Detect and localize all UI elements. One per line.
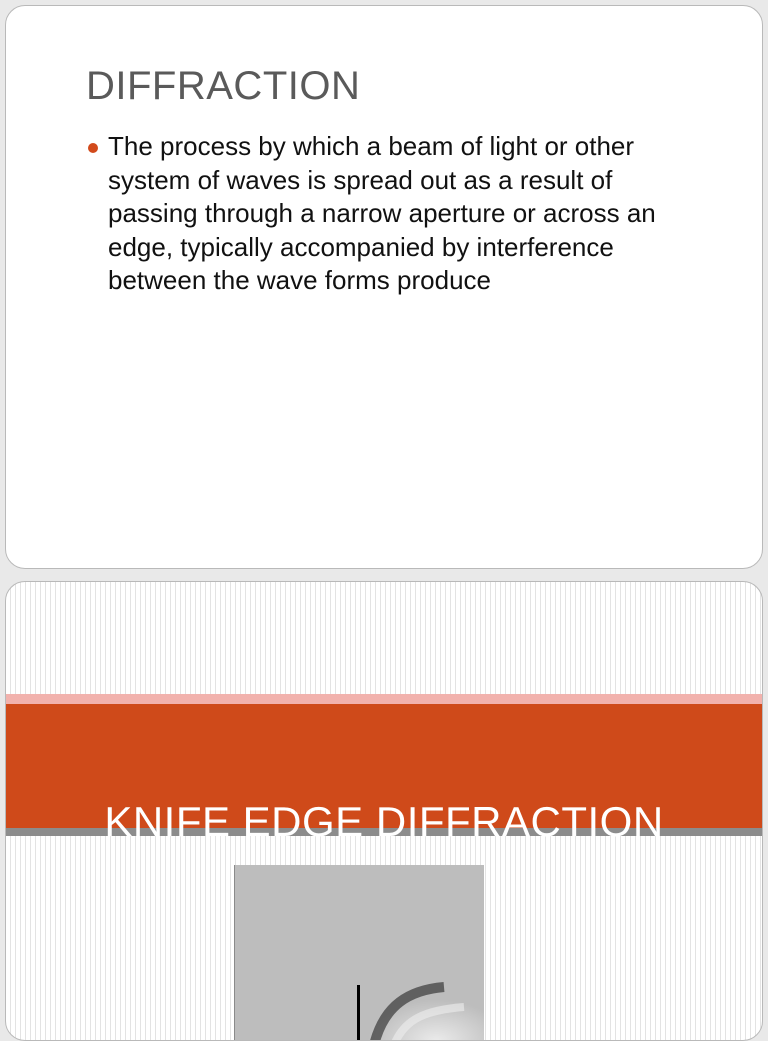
bullet-dot-icon	[88, 143, 98, 153]
diffraction-fringe-icon	[234, 865, 484, 1041]
slide-title: DIFFRACTION	[86, 64, 361, 108]
bullet-item	[88, 130, 708, 298]
diffraction-fringe-image	[234, 865, 484, 1041]
bullet-text: The process by which a beam of light or other system of waves is spread out as a result of passing through a narrow aperture or across an edge, typically accompanied by interference between the wave forms produce	[108, 131, 656, 295]
slide-diffraction	[5, 5, 763, 569]
slide-title: KNIFE EDGE DIFFRACTION	[104, 798, 664, 845]
slide-knife-edge-diffraction	[5, 581, 763, 1041]
title-band-top-stripe	[6, 694, 762, 704]
